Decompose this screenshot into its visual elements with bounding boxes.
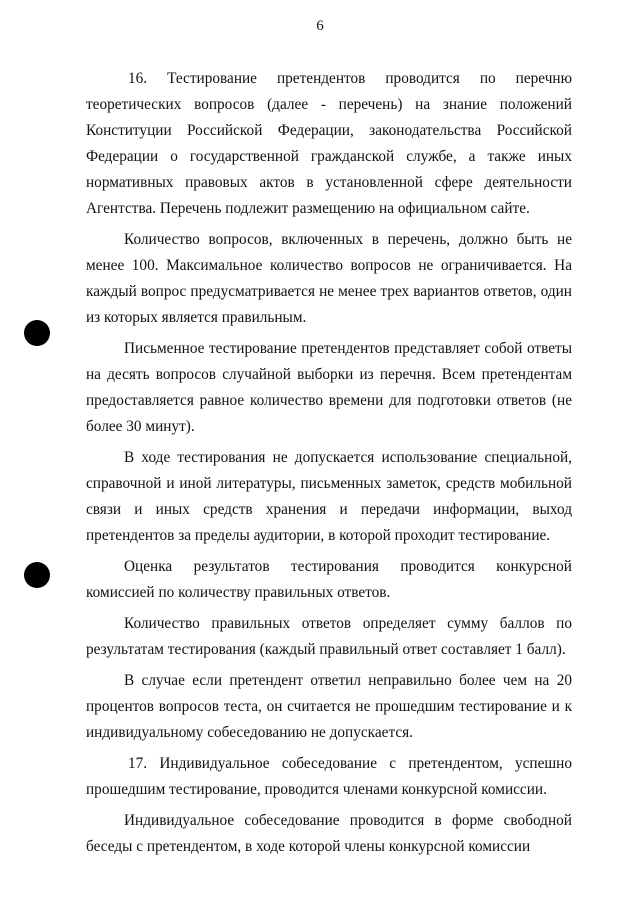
paragraph-scoring: Количество правильных ответов определяет сумму баллов по результатам тестирования (каждый правильный ответ составляет 1 балл). [86,615,572,658]
document-body [86,66,572,860]
paragraph-17: 17. Индивидуальное собеседование с претендентом, успешно прошедшим тестирование, проводится членами конкурсной комиссии. [86,755,572,798]
punch-hole-bottom [24,562,50,588]
paragraph-failure-condition: В случае если претендент ответил неправильно более чем на 20 процентов вопросов теста, он считается не прошедшим тестирование и к индивидуальному собеседованию не допускается. [86,672,572,741]
paragraph-test-restrictions: В ходе тестирования не допускается использование специальной, справочной и иной литературы, письменных заметок, средств мобильной связи и иных средств хранения и передачи информации, выход претендентов за пределы аудитории, в которой проходит тестирование. [86,449,572,544]
punch-hole-top [24,320,50,346]
paragraph-16: 16. Тестирование претендентов проводится по перечню теоретических вопросов (далее - перечень) на знание положений Конституции Российской Федерации, законодательства Российской Федерации о государственной гражданской службе, а также иных нормативных правовых актов в установленной сфере деятельности Агентства. Перечень подлежит размещению на официальном сайте. [86,70,572,217]
page-number: 6 [316,18,324,34]
paragraph-interview-form: Индивидуальное собеседование проводится в форме свободной беседы с претендентом, в ходе которой члены конкурсной комиссии [86,812,572,855]
paragraph-evaluation: Оценка результатов тестирования проводится конкурсной комиссией по количеству правильных ответов. [86,558,572,601]
paragraph-written-test: Письменное тестирование претендентов представляет собой ответы на десять вопросов случайной выборки из перечня. Всем претендентам предоставляется равное количество времени для подготовки ответов (не более 30 минут). [86,340,572,435]
paragraph-question-count: Количество вопросов, включенных в перечень, должно быть не менее 100. Максимальное количество вопросов не ограничивается. На каждый вопрос предусматривается не менее трех вариантов ответов, один из которых является правильным. [86,231,572,326]
